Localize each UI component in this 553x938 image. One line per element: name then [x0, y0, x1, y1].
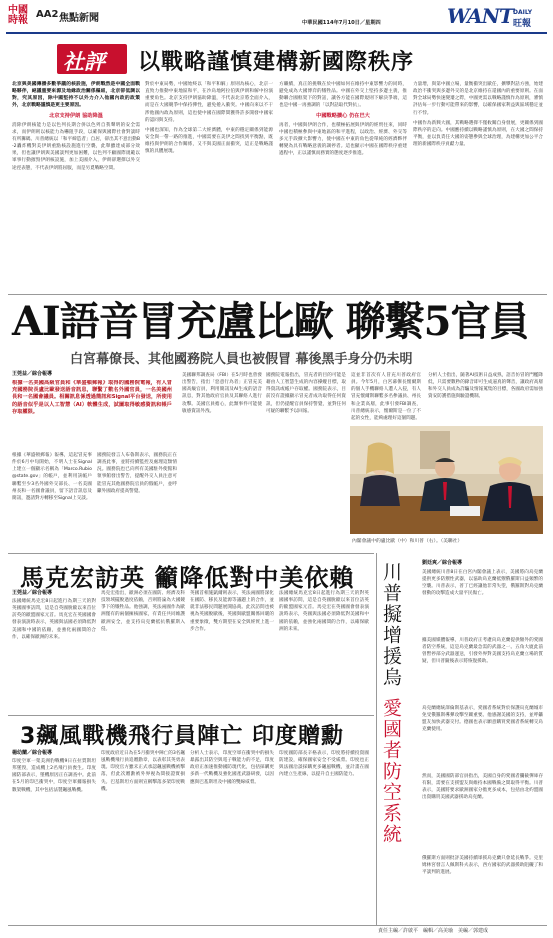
editorial-subhead-2: 中國戰略擴心 仍在巴大	[316, 112, 370, 119]
lead-col1: 根據《華盛頓郵報》報導，這起冒充事件於6月中旬開始，不明人士在Signal上建立一個顯示名稱為「Marco.Rubio@state.gov」的帳戶，並利用該帳戶聯繫至少3名外國外交部長、一名美國州長和一名國會議員，留下語音訊息及簡訊，邀請對方轉移至Signal上交談。	[12, 453, 92, 501]
patriot-body-5: 俄羅斯方面則批評美國持續軍援烏克蘭只會延長戰爭。克里姆林宮發言人佩斯科夫表示，西方國家的武器援助阻礙了和平談判的進展。	[422, 856, 543, 876]
lead-col4: 國務院電報指出，冒充者的目的可能是藉由人工智慧生成的內容操縱目標，取得資訊或帳戶存取權。國務院表示，目前沒有證據顯示冒充者成功取得任何資訊，但仍提醒官員保持警覺，並對任何可疑的聯繫予以回報。	[266, 373, 346, 414]
macron-col1: 法國總統馬克宏8日起進行為期三天的對英國國事訪問，這是自英國脫歐以來首位訪英的歐盟國家元首。馬克宏在英國國會發表演說時表示，英國與法國必須降低對美國和中國的依賴，並強化兩國間的合作，以確保歐洲的未來。	[12, 599, 96, 640]
editorial-title: 以戰略謹慎建構新國際秩序	[138, 50, 415, 75]
india-col2: 印度政府近日為在5月衝突中陣亡的3名飆風戰機飛行員追贈勳章，以表彰其英勇表現。印度官方雖未正式承認飆風戰機被擊落，但此次贈勳被外界視為間接證實損失。巴基斯坦方面則宣稱擊落多架印度戰機。	[101, 751, 185, 792]
lead-divider	[8, 553, 374, 554]
lead-col6: 分析人士指出，隨著AI技術日益成熟，語音仿冒的門檻降低，只需要數秒的錄音即可生成逼真的聲音，讓政府高層和外交人員成為詐騙及情報蒐集的目標，各國政府需加強資安防護措施與驗證機制。	[428, 373, 543, 400]
lead-deck: 白宮幕僚長、其他國務院人員也被假冒 幕後黑手身分仍未明	[70, 352, 413, 367]
macron-col2: 馬克宏指出，歐洲必須在國防、經濟及科技領域擺脫過度依賴，否則將淪為大國競爭下的犧牲品。他強調，英法兩國作為歐洲僅有的兩個擁核國家，有責任共同維護歐洲安全，並支持烏克蘭抵抗俄羅斯入侵。	[101, 591, 185, 632]
cabinet-meeting-photo	[350, 426, 543, 534]
patriot-headline-black: 川普擬增援烏	[380, 562, 402, 688]
editorial-col3	[279, 81, 407, 289]
editorial-tag	[57, 44, 127, 74]
lead-byline: 王莞益／綜合報導	[12, 371, 53, 377]
editorial-divider	[8, 294, 547, 295]
lead-col3: 美國聯邦調查局（FBI）在5月時也曾發出警告，指出「惡意行為者」正冒充美國高級官員，利用簡訊及AI生成的語音訊息，對其他政府官員及其聯絡人進行攻擊。美國官員擔心，此類事件可能使敏感資訊外洩。	[182, 373, 262, 414]
editorial-col4-text: 力量增，與第中國立場，量衡衝突出歐任，擴攀對話方強，始建政治不衝突與多邊外交的是北京維持在還國內的重要原則。在面對全球局勢快速變遷之際，中國更需以戰略謹慎作為原則，審慎評估每一步行動可能帶來的影響，以確保國家利益與區域穩定並行不悖。	[413, 82, 543, 116]
lead-photo-caption: 內閣會議中的盧比歐（中）和川普（右）。（美聯社）	[352, 539, 463, 544]
footer-credits: 責任主編／許啟平 編輯／高美瑜 美編／郭建成	[378, 928, 489, 934]
want-daily-text: DAILY	[513, 9, 533, 16]
lead-headline: AI語音冒充盧比歐 聯繫5官員	[12, 298, 529, 345]
editorial-col3-text: 方繼續，真正的挑戰在於中國如何在維持中東影響力的同時，避免成為大國博弈的犧牲品。中國在外交上堅持多邊主義，推動聯合國框架下的對話，讓各方能在國際規則下解決爭端，這也是中國一再強調的「以對話取代對抗」。	[279, 82, 407, 109]
footer-rule	[8, 925, 547, 926]
india-col3: 分析人士表示，印度空軍在衝突中的損失暴露出其防空與電子戰能力的不足，印度政府正加速推動國防現代化，包括採購更多新一代戰機及強化國產武器研發，以因應與巴基斯坦及中國的雙線威脅。	[190, 751, 274, 785]
india-headline: 3飆風戰機飛行員陣亡 印度贈勳	[20, 724, 344, 749]
macron-byline: 王莞益／綜合報導	[12, 590, 53, 596]
masthead	[0, 0, 553, 38]
patriot-body-1: 美國總統川普8日在白宮內閣會議上表示，美國將向烏克蘭提供更多防禦性武器，以協助烏克蘭抵禦俄羅斯日益頻繁的空襲。川普表示，普丁已經讓他非常失望，俄羅斯對烏克蘭發動的攻擊造成大量平民傷亡。	[422, 570, 543, 597]
want-logo-text: WANT	[447, 4, 513, 28]
patriot-vertical-headline	[378, 558, 418, 918]
china-times-logo: 中國 時報	[8, 5, 28, 26]
lead-intro: 根據一名美國高級官員和《華盛頓郵報》取得的國務院電報，有人冒充國務院長盧比歐發送語音訊息，聯繫了數名外國官員，一名美國州長和一名國會議員。相關訊息係透過簡訊和Signal平台發送，所使用的語音似乎是以人工智慧（AI）軟體生成，試圖取得敏感資訊和帳戶存取權限。	[12, 380, 172, 415]
page-number: AA2	[36, 9, 59, 20]
patriot-byline: 劉廷爽／綜合報導	[422, 560, 463, 566]
editorial-col2-text: 對於中東局勢，中國始終以「和平和解」原則為核心，北京一直致力推動中東地區和平，在沙烏地阿拉伯與伊朗和解中扮演重要角色。北京支持伊朗協助降溫，不代表北京將全面介入，而是在大國競爭中保持彈性，避免捲入衝突。中國向來以不干涉他國內政為原則，這也使中國在國際間獲得許多開發中國家的認同與支持。	[145, 82, 273, 123]
editorial-col3-text-b: 再者，中國與伊朗合作，也積極拓展與伊朗的經貿往來，同時中國也積極參與中東地區的和平進程，以政治、經濟、外交等多元手段擴大影響力，使中國在中東的角色從單純的經濟夥伴轉變為具有戰略意義的調停者。這也顯示中國在國際秩序重建過程中，正以謹慎而務實的態度逐步推進。	[279, 122, 407, 157]
dateline: 中華民國114年7月10日／星期四	[302, 20, 381, 26]
editorial-col1-lead: 北京與美國傳播多數爭議的核設施，伊朗戰然是中國全面戰略夥伴，絕議重要來源及地緣政治關係樞紐，北京卻低調以對，究其原因，除中國堅持不以外力介入他國內政的政策外，北京戰略謹慎是更主要原因。	[12, 82, 140, 109]
lead-photo	[350, 426, 543, 534]
editorial-col1	[12, 81, 140, 289]
india-divider	[8, 715, 374, 716]
section-title: 焦點新聞	[59, 13, 99, 24]
patriot-body-2: 據美國媒體報導，川普政府正考慮向烏克蘭提供額外的愛國者防空系統，這是烏克蘭最急需的武器之一。五角大廈此前曾暫停部分武器運送，引發外界對美國支持烏克蘭立場的質疑，但川普隨後表示將恢復援助。	[422, 638, 543, 665]
editorial-subhead-1: 北京支持伊朗 協助降溫	[49, 112, 103, 119]
want-logo	[447, 2, 547, 32]
lead-col5: 這並非首次有人冒充川普政府官員。今年5月，白宮幕僚長懷爾斯的個人手機聯絡人遭人入侵，有人冒充懷爾斯聯繫多名參議員、州長和企業高層，此事引發FBI調查，川普總統表示，懷爾斯是一位了不起的女性，能夠處理好這個問題。	[351, 373, 421, 421]
macron-headline: 馬克宏訪英 籲降低對中美依賴	[20, 564, 355, 592]
editorial-col4	[413, 81, 543, 289]
editorial-tag-text: 社評	[63, 49, 105, 74]
editorial-col1-text: 消除伊朗核能力是以色列長期合併以色列自我聲明的安全需求，而伊朗則以核能力為嚇阻手段，以確保與國際社會對談時有所籌碼。川普總統以「和平締造者」自居，卻出其不意出動B-2轟炸機對美伊朗重點核設施進行空襲，此舉雖達成部分效果，但也讓伊朗與美國談判更加困難，以色列不顧國際規範以軍事行動摧毀伊朗核設施，加上美國介入，伊朗卻選擇以外交途徑表態，不代表伊朗將屈服，而是另覓戰略空間。	[12, 122, 140, 171]
masthead-rule	[6, 32, 547, 34]
lead-col2: 國務院發言人布魯斯表示，國務院正在調查此事，並將持續監控及處理這類情況。國務院也已向所有美國駐外使館和領事館發出警告，提醒外交人員注意可能冒充其他國務院官員的假帳戶，並呼籲外國政府提高警覺。	[97, 453, 177, 494]
india-col1: 印度空軍一架美洲豹戰機9日在拉賈斯坦邦墜毀，造成機上2名飛行員喪生。印度國防部表示，墜機原因正在調查中。此前在5月的印巴衝突中，印度空軍據報損失數架戰機，其中包括法製飆風戰機。	[12, 759, 96, 793]
editorial-col2	[145, 81, 273, 289]
macron-col4	[279, 590, 369, 713]
macron-col3: 英國首相施凱爾則表示，英法兩國將深化在國防、移民及能源等議題上的合作，並就非法移民問題展開協商。此次訪問也被視為英國脫歐後，英國與歐盟關係回暖的重要象徵，雙方期望在安全與經貿上進一步合作。	[190, 591, 274, 632]
india-byline: 楊幼蘭／綜合報導	[12, 750, 53, 756]
patriot-body-4: 然而，美國國防部官員指出，美國自身的愛國者攔截彈庫存有限，需要在支援盟友與維持本國戰備之間取得平衡。川普表示，美國將要求歐洲國家分擔更多成本，包括由北約盟國出資購買美國武器援助烏克蘭。	[422, 774, 543, 801]
want-cn-text: 旺報	[513, 19, 532, 29]
patriot-body-3: 烏克蘭總統澤倫斯基表示，愛國者系統對於保護烏克蘭城市免受俄羅斯導彈攻擊至關重要。他感謝美國的支持，並呼籲盟友加快武器交付。德國也表示願意購買愛國者系統轉交烏克蘭使用。	[422, 706, 543, 733]
editorial-col4-text-b: 中國作為新興大國，其戰略選擇不僅攸關自身發展，更關係到國際秩序的走向。中國應持續以戰略謹慎為原則，在大國之間保持平衡，並以負責任大國的姿態參與全球治理，為建構更加公平合理的新國際秩序貢獻力量。	[413, 120, 543, 148]
patriot-headline-red: 愛國者防空系統	[380, 698, 402, 845]
patriot-vertical-divider	[376, 553, 377, 925]
india-col4: 印度國防部長辛格表示，印度將持續投資國防建設，確保國家安全不受威脅。印度也正與法國洽談採購更多飆風戰機，並計畫在國內建立生產線，以提升自主國防能力。	[279, 751, 369, 778]
editorial-col2-text-b: 中國也深知，作為全球第二大經濟體，中東的穩定關係到能源安全與一帶一路的推進，中國需要在美伊之間找到平衡點，既維持與伊朗的合作關係，又不與美國正面衝突，這正是戰略謹慎的具體展現。	[145, 127, 273, 155]
macron-col4-text: 法國總統馬克宏8日起進行為期三天的對英國國事訪問，這是自英國脫歐以來首位訪英的歐盟國家元首。馬克宏在英國國會發表演說時表示，英國與法國必須降低對美國和中國的依賴，並強化兩國間的合作，以確保歐洲的未來。	[279, 591, 369, 632]
